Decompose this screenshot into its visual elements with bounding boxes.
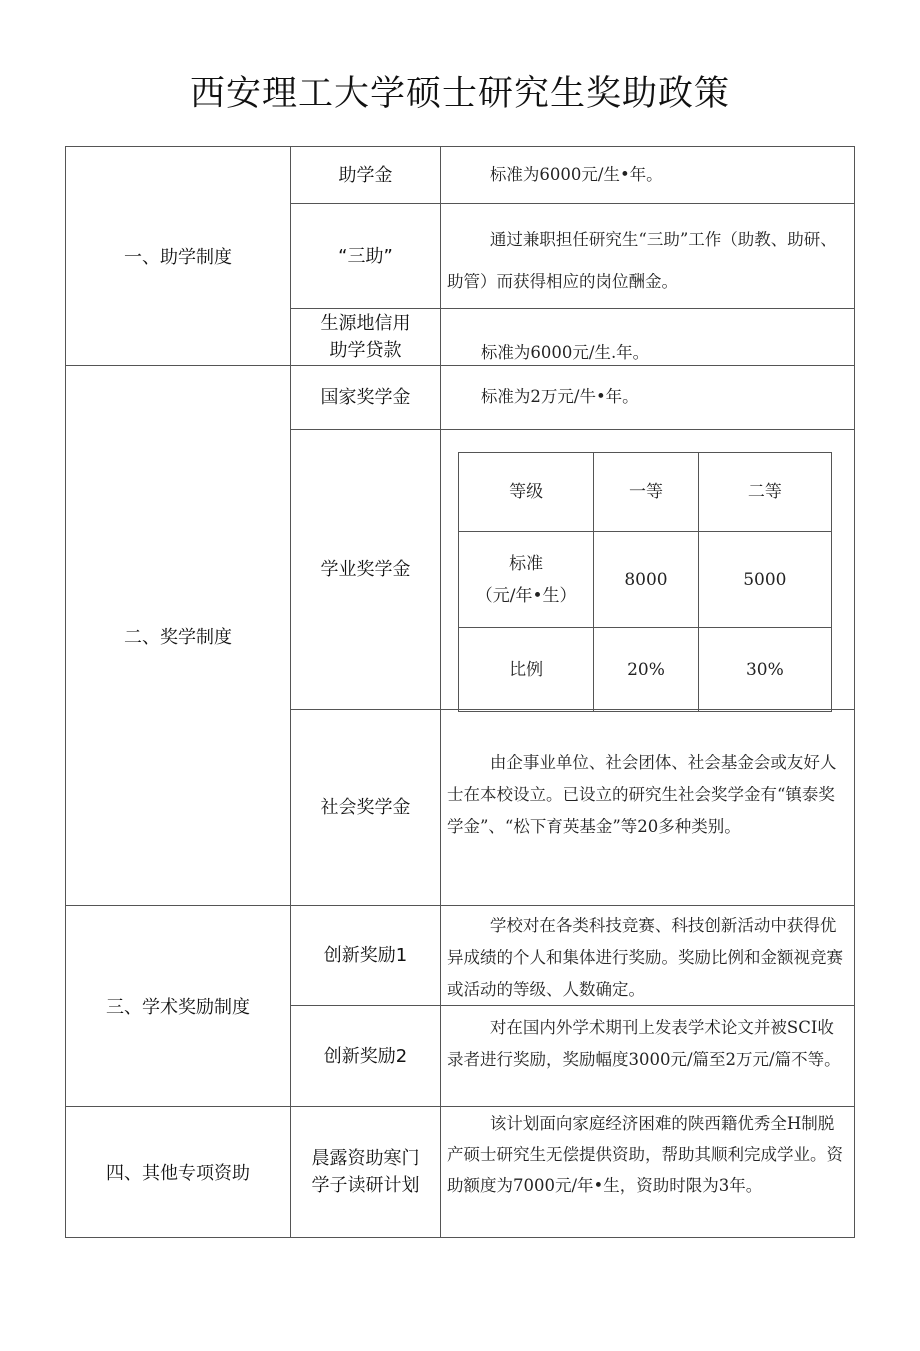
- academic-scholarship-table: [458, 452, 832, 712]
- document-title: 西安理工大学硕士研究生奖助政策: [189, 74, 730, 114]
- table-header-cell: 二等: [698, 453, 831, 532]
- item-name-line: 生源地信用: [320, 313, 411, 334]
- item-desc-national-scholarship: 标准为2万元/牛•年。: [480, 387, 639, 406]
- item-name-line: 学子读研计划: [311, 1175, 420, 1196]
- category-academic-award: 三、学术奖励制度: [106, 997, 250, 1018]
- item-name-chenlu-program: [291, 1107, 440, 1237]
- item-desc-student-loan: 标准为6000元/生.年。: [480, 343, 650, 362]
- table-row: [459, 628, 832, 712]
- item-name-three-assist: “三助”: [338, 245, 393, 267]
- item-name-line: 晨露资助寒门: [311, 1148, 420, 1169]
- item-name-student-loan: [291, 309, 440, 365]
- table-cell: 5000: [698, 532, 831, 628]
- item-desc-innovation-award-2: 对在国内外学术期刊上发表学术论文并被SCI收录者进行奖励，奖励幅度3000元/篇至2万元/篇不等。: [447, 1018, 841, 1069]
- table-header-row: [459, 453, 832, 532]
- table-cell: 20%: [594, 628, 699, 712]
- category-special-funding: 四、其他专项资助: [106, 1163, 250, 1184]
- item-desc-social-scholarship: 由企事业单位、社会团体、社会基金会或友好人士在本校设立。已设立的研究生社会奖学金有“镇泰奖学金”、“松下育英基金”等20多种类别。: [447, 753, 837, 836]
- item-name-grant: 助学金: [338, 164, 393, 186]
- table-cell: 30%: [698, 628, 831, 712]
- table-row-label: 比例: [459, 628, 594, 712]
- table-header-cell: 等级: [459, 453, 594, 532]
- table-label-line: 标准: [509, 553, 544, 574]
- item-name-innovation-award-2: 创新奖励2: [323, 1045, 408, 1067]
- table-row-label: [459, 532, 594, 628]
- table-row: [459, 532, 832, 628]
- item-name-innovation-award-1: 创新奖励1: [323, 945, 408, 966]
- item-desc-grant: 标准为6000元/生•年。: [489, 165, 663, 184]
- category-aid-system: 一、助学制度: [124, 247, 232, 268]
- item-name-social-scholarship: 社会奖学金: [320, 797, 411, 818]
- item-desc-three-assist: 通过兼职担任研究生“三助”工作（助教、助研、助管）而获得相应的岗位酬金。: [447, 230, 837, 291]
- table-cell: 8000: [594, 532, 699, 628]
- table-header-cell: 一等: [594, 453, 699, 532]
- item-name-academic-scholarship: 学业奖学金: [320, 559, 411, 580]
- item-desc-innovation-award-1: 学校对在各类科技竞赛、科技创新活动中获得优异成绩的个人和集体进行奖励。奖励比例和金额视竞赛或活动的等级、人数确定。: [447, 916, 843, 999]
- item-desc-chenlu-program: 该计划面向家庭经济困难的陕西籍优秀全H制脱产硕士研究生无偿提供资助，帮助其顺利完成学业。资助额度为7000元/年•生，资助时限为3年。: [447, 1114, 843, 1195]
- category-scholarship-system: 二、奖学制度: [124, 626, 232, 648]
- table-label-line: （元/年•生）: [475, 585, 577, 606]
- item-name-national-scholarship: 国家奖学金: [320, 387, 411, 408]
- item-name-line: 助学贷款: [329, 340, 402, 361]
